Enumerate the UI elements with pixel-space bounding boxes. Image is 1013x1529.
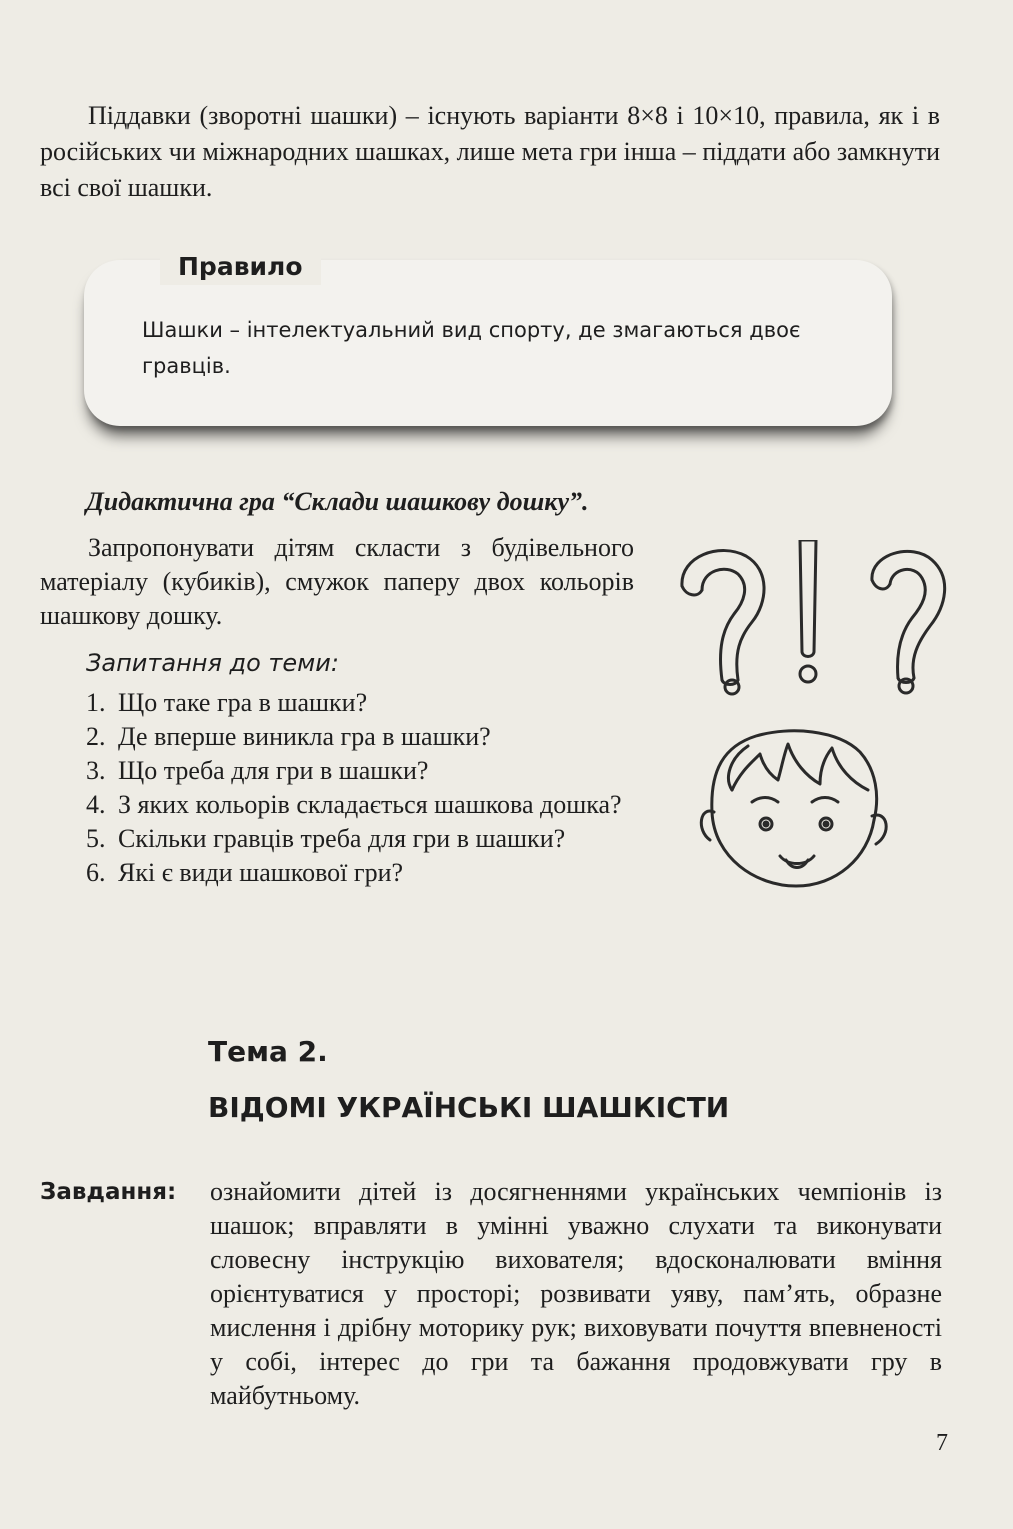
- question-number: 2.: [86, 722, 106, 751]
- list-item: [86, 754, 646, 788]
- theme-title: ВІДОМІ УКРАЇНСЬКІ ШАШКІСТИ: [208, 1091, 730, 1124]
- question-text: Скільки гравців треба для гри в шашки?: [118, 824, 566, 853]
- question-text: Що треба для гри в шашки?: [118, 756, 429, 785]
- question-text: Де вперше виникла гра в шашки?: [118, 722, 491, 751]
- intro-paragraph: Піддавки (зворотні шашки) – існують варіанти 8×8 і 10×10, правила, як і в російських чи міжнародних шашках, лише мета гри інша – піддати або замкнути всі свої шашки.: [40, 101, 940, 202]
- list-item: [86, 720, 646, 754]
- thinking-child-with-question-marks-icon: [660, 540, 960, 900]
- list-item: [86, 822, 646, 856]
- questions-list: [86, 686, 646, 890]
- question-number: 5.: [86, 824, 106, 853]
- task-label: Завдання:: [40, 1179, 177, 1205]
- question-number: 4.: [86, 790, 106, 819]
- page-number: 7: [936, 1430, 948, 1456]
- question-number: 3.: [86, 756, 106, 785]
- didactic-game-title: Дидактична гра “Склади шашкову дошку”.: [86, 487, 589, 516]
- list-item: [86, 686, 646, 720]
- rule-title: Правило: [160, 249, 321, 285]
- task-text: ознайомити дітей із досягненнями українських чемпіонів із шашок; вправляти в умінні уважно слухати та виконувати словесну інструкцію вихователя; вдосконалювати вміння орієнтуватися у просторі; розвивати уяву, пам’ять, образне мислення і дрібну моторику рук; виховувати почуття впевненості у собі, інтерес до гри та бажання продовжувати гру в майбутньому.: [210, 1177, 942, 1410]
- rule-text: Шашки – інтелектуальний вид спорту, де змагаються двоє гравців.: [142, 318, 801, 378]
- question-number: 1.: [86, 688, 106, 717]
- list-item: [86, 788, 646, 822]
- question-number: 6.: [86, 858, 106, 887]
- didactic-game-text: Запропонувати дітям скласти з будівельного матеріалу (кубиків), смужок паперу двох кольорів шашкову дошку.: [40, 533, 634, 630]
- question-text: Що таке гра в шашки?: [118, 688, 368, 717]
- list-item: [86, 856, 646, 890]
- theme-number: Тема 2.: [208, 1035, 328, 1068]
- question-text: Які є види шашкової гри?: [118, 858, 404, 887]
- questions-title: Запитання до теми:: [86, 649, 339, 677]
- question-text: З яких кольорів складається шашкова дошка?: [118, 790, 622, 819]
